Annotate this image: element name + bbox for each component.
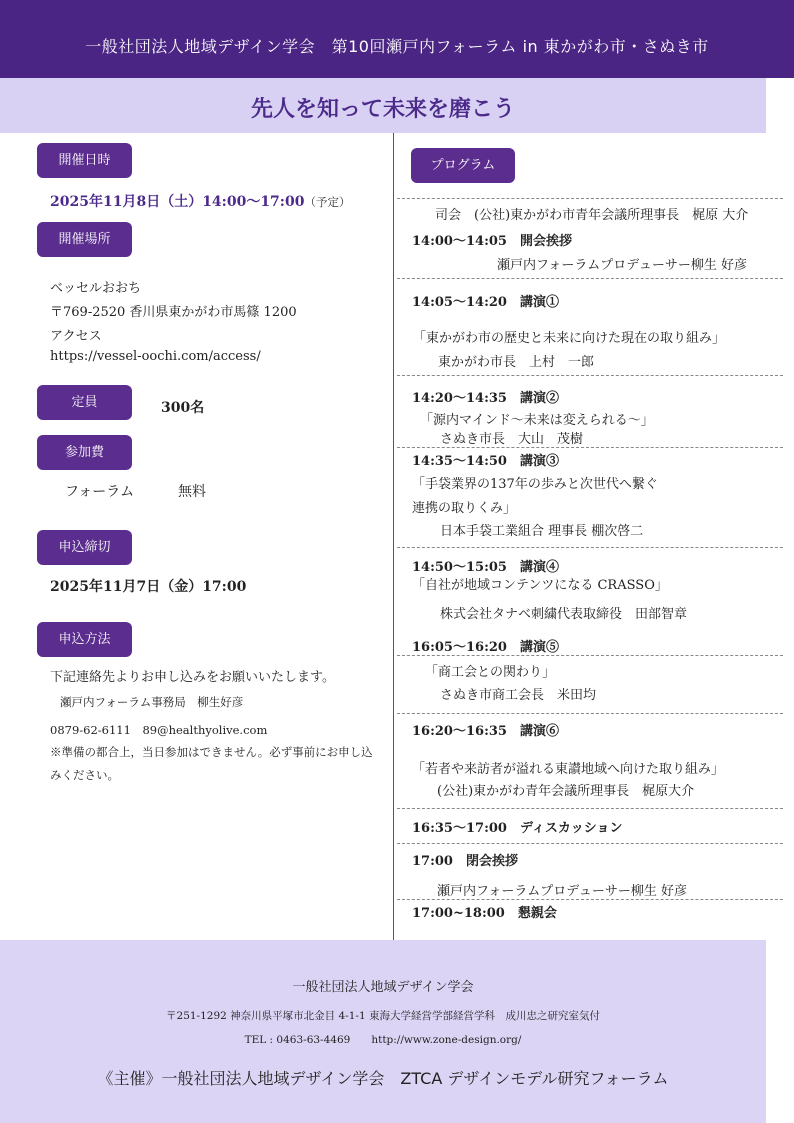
- column-divider: [393, 133, 394, 941]
- divider: [397, 447, 783, 448]
- fee-label: 参加費: [37, 435, 132, 470]
- datetime-text: 2025年11月8日（土）14:00〜17:00: [50, 194, 305, 210]
- method-note-cont: みください。: [50, 768, 119, 782]
- program-speaker: 日本手袋工業組合 理事長 棚次啓二: [440, 524, 644, 539]
- method-text: 下記連絡先よりお申し込みをお願いいたします。: [50, 670, 335, 685]
- program-time: 16:35〜17:00 ディスカッション: [412, 821, 623, 836]
- venue-address: 〒769-2520 香川県東かがわ市馬篠 1200: [50, 305, 297, 320]
- divider: [397, 547, 783, 548]
- divider: [397, 899, 783, 900]
- footer-org: 一般社団法人地域デザイン学会: [292, 980, 474, 995]
- deadline-value: 2025年11月7日（金）17:00: [50, 579, 247, 595]
- divider: [397, 713, 783, 714]
- program-time: 16:20〜16:35 講演⑥: [412, 724, 559, 739]
- venue-name: ベッセルおおち: [50, 281, 142, 296]
- divider: [397, 375, 783, 376]
- fee-item: フォーラム: [65, 484, 135, 500]
- program-time: 14:05〜14:20 講演①: [412, 295, 559, 310]
- divider: [397, 808, 783, 809]
- divider: [397, 655, 783, 656]
- venue-label: 開催場所: [37, 222, 132, 257]
- capacity-label: 定員: [37, 385, 132, 420]
- program-speaker: 瀬戸内フォーラムプロデューサー柳生 好彦: [437, 884, 687, 899]
- divider: [397, 843, 783, 844]
- datetime-value: [50, 191, 350, 211]
- program-talk-title-cont: 連携の取りくみ」: [412, 501, 517, 516]
- program-talk-title: 「東かがわ市の歴史と未来に向けた現在の取り組み」: [413, 331, 726, 346]
- divider: [397, 278, 783, 279]
- program-talk-title: 「自社が地域コンテンツになる CRASSO」: [412, 578, 668, 593]
- program-label: プログラム: [411, 148, 515, 183]
- program-time: 14:20〜14:35 講演②: [412, 391, 559, 406]
- method-label: 申込方法: [37, 622, 132, 657]
- program-mc: 司会 (公社)東かがわ市青年会議所理事長 梶原 大介: [435, 208, 749, 223]
- venue-url-link[interactable]: https://vessel-oochi.com/access/: [50, 349, 261, 364]
- program-speaker: 株式会社タナベ刺繍代表取締役 田部智章: [440, 607, 688, 622]
- program-time: 17:00 閉会挨拶: [412, 854, 518, 869]
- footer-hosts: 《主催》一般社団法人地域デザイン学会 ZTCA デザインモデル研究フォーラム: [97, 1069, 669, 1088]
- program-talk-title: 「手袋業界の137年の歩みと次世代へ繋ぐ: [412, 477, 658, 492]
- program-time: 14:50〜15:05 講演④: [412, 560, 559, 575]
- deadline-label: 申込締切: [37, 530, 132, 565]
- footer-address: 〒251-1292 神奈川県平塚市北金目 4-1-1 東海大学経営学部経営学科 成川忠之研究室気付: [166, 1010, 600, 1022]
- venue-access-label: アクセス: [50, 329, 102, 344]
- program-speaker: 東かがわ市長 上村 一郎: [438, 355, 595, 370]
- program-time: 16:05〜16:20 講演⑤: [412, 640, 559, 655]
- program-speaker: さぬき市長 大山 茂樹: [440, 432, 584, 447]
- program-speaker: (公社)東かがわ青年会議所理事長 梶原大介: [437, 784, 695, 799]
- program-talk-title: 「商工会との関わり」: [425, 665, 556, 680]
- page-title: 先人を知って未来を磨こう: [250, 97, 515, 122]
- program-speaker: さぬき市商工会長 米田均: [440, 688, 597, 703]
- program-talk-title: 「源内マインド〜未来は変えられる〜」: [420, 413, 654, 428]
- method-note: ※準備の都合上，当日参加はできません。必ず事前にお申し込: [50, 745, 373, 759]
- method-phone-email: 0879-62-6111 89@healthyolive.com: [50, 723, 268, 737]
- datetime-note: （予定）: [304, 195, 351, 209]
- divider: [397, 198, 783, 199]
- footer-contact: TEL : 0463-63-4469 http://www.zone-design.org/: [244, 1034, 522, 1046]
- method-contact: 瀬戸内フォーラム事務局 柳生好彦: [60, 695, 244, 709]
- program-speaker: 瀬戸内フォーラムプロデューサー柳生 好彦: [497, 258, 747, 273]
- event-subtitle: 一般社団法人地域デザイン学会 第10回瀬戸内フォーラム in 東かがわ市・さぬき市: [85, 37, 709, 56]
- fee-value: 無料: [178, 484, 206, 500]
- program-time: 14:00〜14:05 開会挨拶: [412, 234, 572, 249]
- datetime-label: 開催日時: [37, 143, 132, 178]
- capacity-value: 300名: [161, 400, 205, 416]
- program-talk-title: 「若者や来訪者が溢れる東讃地域へ向けた取り組み」: [412, 762, 725, 777]
- program-time: 14:35〜14:50 講演③: [412, 454, 559, 469]
- program-time: 17:00~18:00 懇親会: [412, 906, 557, 921]
